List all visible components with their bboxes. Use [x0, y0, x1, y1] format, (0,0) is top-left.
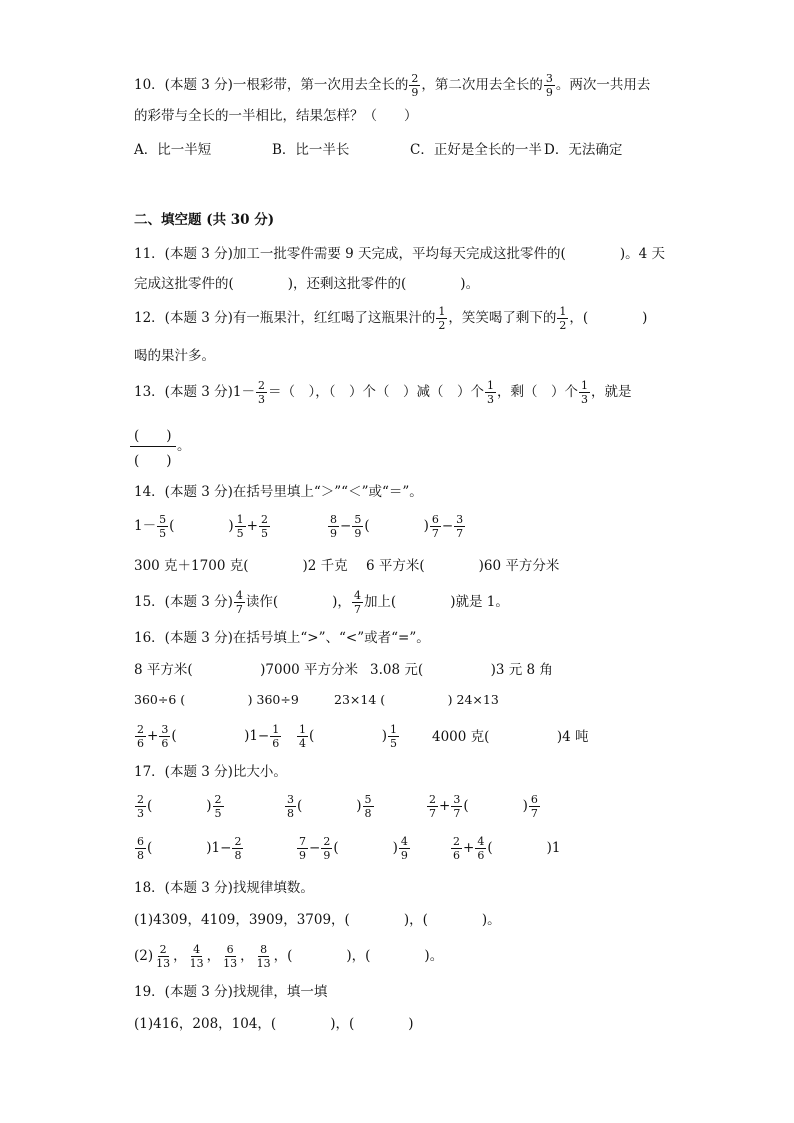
q16-fraction: $\frac{2}{6}$	[137, 723, 144, 750]
q16-fraction: $\frac{1}{6}$	[272, 723, 280, 750]
q17-fraction: $\frac{2}{8}$	[234, 835, 242, 862]
q17-fraction: $\frac{3}{8}$	[287, 793, 294, 820]
q12-text-b: ，笑笑喝了剩下的	[448, 310, 557, 326]
q17-fraction: $\frac{4}{6}$	[477, 835, 485, 862]
q15-line: 15．(本题 3 分) $\frac{4}{7}$ 读作( )， $\frac{4}{7}$ 加上( )就是 1。	[134, 589, 509, 616]
q12-line2: 喝的果汁多。	[134, 348, 215, 364]
q17-row1-a: $\frac{2}{3}$ ( ) $\frac{2}{5}$	[137, 793, 222, 820]
q12-fraction-1: $\frac{1}{2}$	[438, 305, 446, 332]
q16-row2-left: 360÷6 ( ) 360÷9	[134, 692, 299, 707]
q11-line1: 11．(本题 3 分)加工一批零件需要 9 天完成，平均每天完成这批零件的( )。4 天	[134, 246, 665, 262]
q17-fraction: $\frac{7}{9}$	[299, 835, 306, 862]
q10-option-b: B．比一半长	[272, 142, 350, 158]
q17-row1-c: $\frac{2}{7}$ + $\frac{3}{7}$ ( ) $\frac{6}{7}$	[429, 793, 538, 820]
q18-title: 18．(本题 3 分)找规律填数。	[134, 880, 314, 896]
q10-line2: 的彩带与全长的一半相比，结果怎样？（ ）	[134, 108, 418, 124]
q10-fraction-2: $\frac{3}{9}$	[545, 72, 553, 99]
q18-fraction: $\frac{6}{13}$	[223, 943, 238, 970]
q16-row1-right: 3.08 元( )3 元 8 角	[370, 662, 553, 678]
q12-text-a: 12．(本题 3 分)有一瓶果汁，红红喝了这瓶果汁的	[134, 310, 436, 326]
q10-option-d: D．无法确定	[544, 142, 623, 158]
q16-row3-a: $\frac{2}{6}$ + $\frac{3}{6}$ ( )1− $\frac{1}{6}$	[137, 723, 280, 750]
q17-row2-b: $\frac{7}{9}$ − $\frac{2}{9}$ ( ) $\frac{4}{9}$	[299, 835, 408, 862]
q11-line2: 完成这批零件的( )，还剩这批零件的( )。	[134, 276, 480, 292]
q14-row1-right: $\frac{8}{9}$ − $\frac{5}{9}$ ( ) $\frac{6}{7}$ − $\frac{3}{7}$	[330, 513, 464, 540]
q18-line2: (2) $\frac{2}{13}$ ， $\frac{4}{13}$ ， $\frac{6}{13}$ ， $\frac{8}{13}$ ，( )，( )。	[134, 943, 444, 970]
q10-option-a: A．比一半短	[134, 142, 212, 158]
q17-fraction: $\frac{3}{7}$	[453, 793, 461, 820]
q13-fraction-1: $\frac{2}{3}$	[257, 379, 265, 406]
q14-fraction: $\frac{5}{9}$	[354, 513, 362, 540]
q19-line1: (1)416，208，104，( )，( )	[134, 1016, 414, 1032]
q10-text-a: 10．(本题 3 分)一根彩带，第一次用去全长的	[134, 77, 409, 93]
q13-fraction-2: $\frac{1}{3}$	[486, 379, 494, 406]
q13-text-b: ＝（ ），（ ）个（ ）减（ ）个	[267, 384, 484, 400]
section-title: 二、填空题 (共 30 分)	[134, 212, 275, 228]
q14-title: 14．(本题 3 分)在括号里填上“＞”“＜”或“＝”。	[134, 484, 423, 500]
q12-text-c: ，( )	[569, 310, 648, 326]
q14-fraction: $\frac{6}{7}$	[431, 513, 439, 540]
q13-tail: 。	[177, 438, 191, 454]
q12-fraction-2: $\frac{1}{2}$	[559, 305, 567, 332]
q17-row1-b: $\frac{3}{8}$ ( ) $\frac{5}{8}$	[287, 793, 372, 820]
q14-row2-left: 300 克＋1700 克( )2 千克	[134, 558, 348, 574]
q16-row3-b: $\frac{1}{4}$ ( ) $\frac{1}{5}$	[299, 723, 398, 750]
q17-row2-a: $\frac{6}{8}$ ( )1− $\frac{2}{8}$	[137, 835, 242, 862]
q18-line1: (1)4309，4109，3909，3709，( )，( )。	[134, 912, 501, 928]
q13-text-d: ，就是	[590, 384, 632, 400]
q17-title: 17．(本题 3 分)比大小。	[134, 764, 287, 780]
q15-fraction: $\frac{4}{7}$	[353, 589, 361, 616]
q16-fraction: $\frac{1}{5}$	[390, 723, 398, 750]
q18-fraction: $\frac{2}{13}$	[156, 943, 171, 970]
q17-fraction: $\frac{2}{5}$	[214, 793, 222, 820]
q18-fraction: $\frac{4}{13}$	[189, 943, 204, 970]
q10-text-b: ，第二次用去全长的	[421, 77, 543, 93]
q14-row1-left: 1－ $\frac{5}{5}$ ( ) $\frac{1}{5}$ + $\frac{2}{5}$	[134, 513, 268, 540]
q10-line1	[134, 73, 650, 98]
q16-row1-left: 8 平方米( )7000 平方分米	[134, 662, 359, 678]
q15-fraction: $\frac{4}{7}$	[235, 589, 243, 616]
q14-fraction: $\frac{3}{7}$	[456, 513, 464, 540]
q16-row2-right: 23×14 ( ) 24×13	[334, 692, 499, 707]
q17-fraction: $\frac{4}{9}$	[400, 835, 408, 862]
q13-fraction-3: $\frac{1}{3}$	[580, 379, 588, 406]
q17-fraction: $\frac{2}{3}$	[137, 793, 144, 820]
q16-fraction: $\frac{3}{6}$	[161, 723, 169, 750]
q14-fraction: $\frac{5}{5}$	[159, 513, 167, 540]
q12-line1	[134, 306, 647, 331]
q13-line1	[134, 380, 631, 405]
q17-fraction: $\frac{2}{9}$	[323, 835, 331, 862]
q17-fraction: $\frac{2}{7}$	[429, 793, 436, 820]
q10-text-c: 。两次一共用去	[555, 77, 651, 93]
q14-fraction: $\frac{2}{5}$	[260, 513, 268, 540]
q14-fraction: $\frac{8}{9}$	[330, 513, 337, 540]
q14-row2-right: 6 平方米( )60 平方分米	[366, 558, 560, 574]
q18-fraction: $\frac{8}{13}$	[256, 943, 271, 970]
q17-fraction: $\frac{6}{7}$	[530, 793, 538, 820]
q13-text-a: 13．(本题 3 分)1－	[134, 384, 255, 400]
q10-fraction-1: $\frac{2}{9}$	[411, 72, 419, 99]
q17-fraction: $\frac{5}{8}$	[364, 793, 372, 820]
q10-option-c: C．正好是全长的一半	[410, 142, 542, 158]
q14-fraction: $\frac{1}{5}$	[236, 513, 244, 540]
q16-title: 16．(本题 3 分)在括号填上“>”、“<”或者“=”。	[134, 630, 430, 646]
q13-answer-fraction: ( ) ( )	[130, 424, 176, 469]
q19-title: 19．(本题 3 分)找规律，填一填	[134, 984, 328, 1000]
q16-fraction: $\frac{1}{4}$	[299, 723, 306, 750]
q17-fraction: $\frac{2}{6}$	[453, 835, 460, 862]
q17-fraction: $\frac{6}{8}$	[137, 835, 144, 862]
q16-row3-c: 4000 克( )4 吨	[432, 729, 589, 745]
q13-text-c: ，剩（ ）个	[496, 384, 578, 400]
q17-row2-c: $\frac{2}{6}$ + $\frac{4}{6}$ ( )1	[453, 835, 561, 862]
